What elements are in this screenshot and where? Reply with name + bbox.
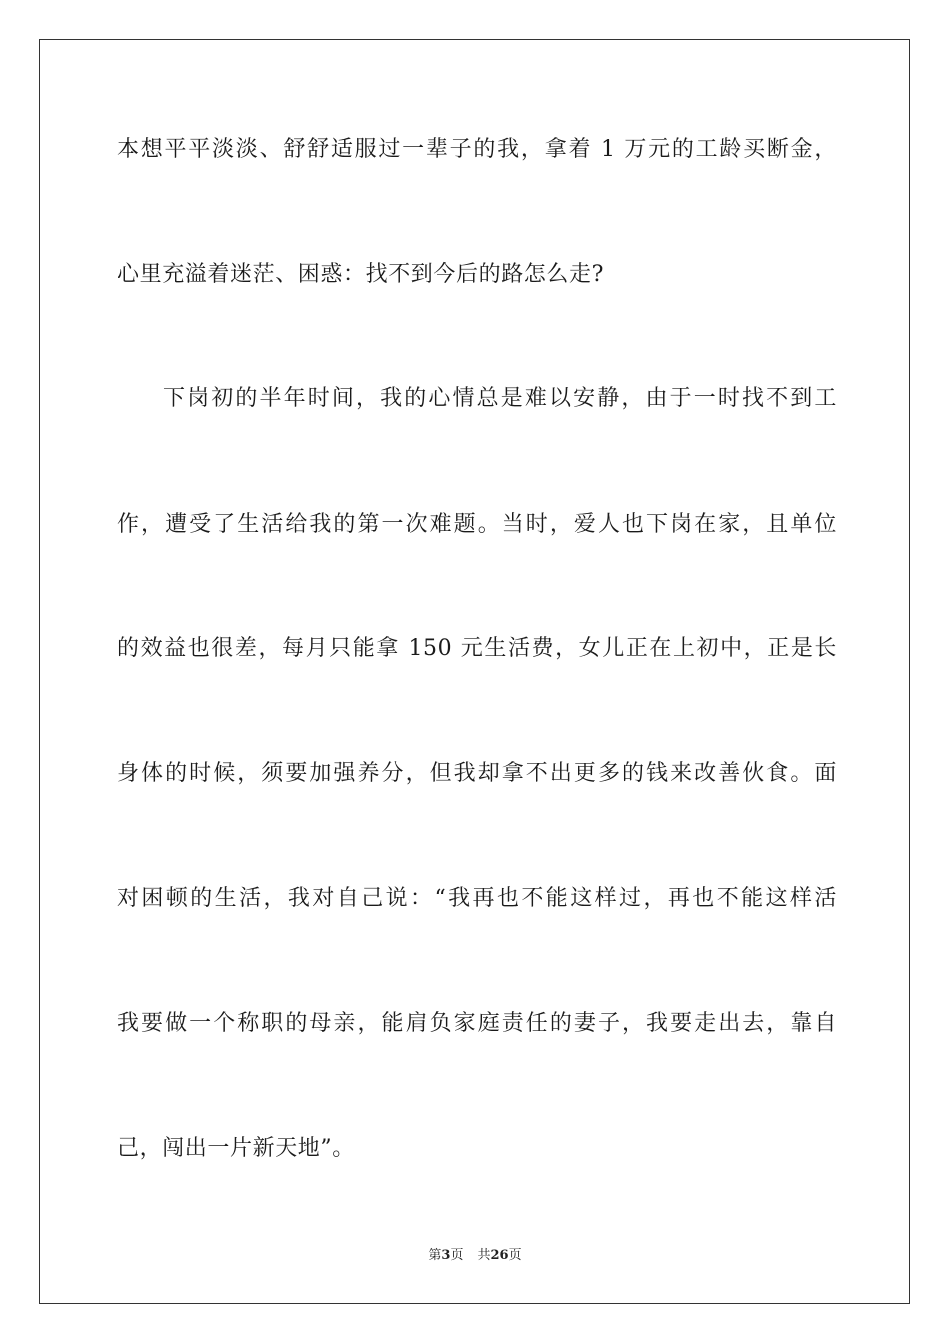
body-line-4: 作，遭受了生活给我的第一次难题。当时，爱人也下岗在家，且单位 xyxy=(117,512,837,537)
body-line-5: 的效益也很差，每月只能拿 150 元生活费，女儿正在上初中，正是长 xyxy=(117,636,837,661)
body-line-9: 己，闯出一片新天地”。 xyxy=(117,1136,355,1161)
body-line-1: 本想平平淡淡、舒舒适服过一辈子的我，拿着 1 万元的工龄买断金， xyxy=(117,137,837,162)
footer-total-suffix: 页 xyxy=(508,1248,522,1263)
footer-total-prefix: 共 xyxy=(477,1248,491,1263)
page-border xyxy=(39,39,910,1304)
body-line-2: 心里充溢着迷茫、困惑：找不到今后的路怎么走? xyxy=(117,262,604,287)
body-line-6: 身体的时候，须要加强养分，但我却拿不出更多的钱来改善伙食。面 xyxy=(117,761,837,786)
body-line-3-paragraph-start: 下岗初的半年时间，我的心情总是难以安静，由于一时找不到工 xyxy=(163,386,837,411)
body-line-7: 对困顿的生活，我对自己说：“我再也不能这样过，再也不能这样活 xyxy=(117,886,837,911)
body-line-8: 我要做一个称职的母亲，能肩负家庭责任的妻子，我要走出去，靠自 xyxy=(117,1011,837,1036)
footer-page-number: 3 xyxy=(441,1248,451,1263)
footer-page-prefix: 第 xyxy=(428,1248,442,1263)
footer-page-suffix: 页 xyxy=(450,1248,464,1263)
page-footer xyxy=(0,1248,950,1264)
footer-total-pages: 26 xyxy=(490,1248,509,1263)
